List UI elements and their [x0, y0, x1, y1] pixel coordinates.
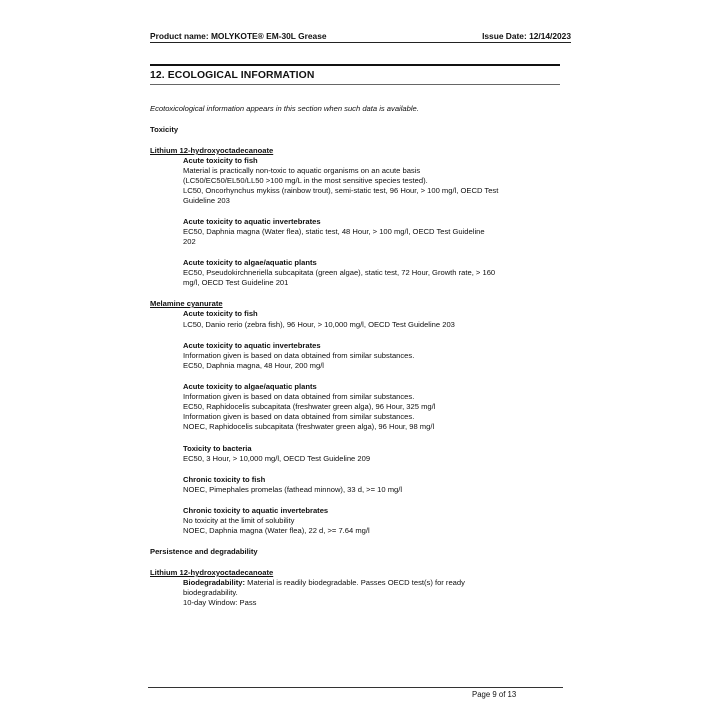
melamine-algae-line: Information given is based on data obtained from similar substances.	[183, 412, 415, 421]
melamine-invert-line: EC50, Daphnia magna, 48 Hour, 200 mg/l	[183, 361, 324, 370]
footer-rule	[148, 687, 563, 688]
melamine-fish-line: LC50, Danio rerio (zebra fish), 96 Hour, > 10,000 mg/l, OECD Test Guideline 203	[183, 320, 455, 329]
melamine-chronic-invert-line: NOEC, Daphnia magna (Water flea), 22 d, >= 7.64 mg/l	[183, 526, 370, 535]
page-header	[150, 31, 571, 41]
lithium-invert-heading: Acute toxicity to aquatic invertebrates	[183, 217, 321, 226]
toxicity-heading: Toxicity	[150, 125, 179, 134]
lithium-fish-line: (LC50/EC50/EL50/LL50 >100 mg/L in the most sensitive species tested).	[183, 176, 428, 185]
issue-date: Issue Date: 12/14/2023	[482, 31, 571, 41]
biodeg-text: Material is readily biodegradable. Passes OECD test(s) for ready	[245, 578, 465, 587]
lithium-invert-line: EC50, Daphnia magna (Water flea), static test, 48 Hour, > 100 mg/l, OECD Test Guideline	[183, 227, 485, 236]
lithium-algae-heading: Acute toxicity to algae/aquatic plants	[183, 258, 317, 267]
lithium-algae-line: mg/l, OECD Test Guideline 201	[183, 278, 289, 287]
melamine-algae-heading: Acute toxicity to algae/aquatic plants	[183, 382, 317, 391]
section-intro: Ecotoxicological information appears in this section when such data is available.	[150, 104, 419, 113]
lithium-fish-heading: Acute toxicity to fish	[183, 156, 258, 165]
biodeg-line: 10-day Window: Pass	[183, 598, 257, 607]
substance-lithium: Lithium 12-hydroxyoctadecanoate	[150, 146, 274, 155]
lithium-fish-line: LC50, Oncorhynchus mykiss (rainbow trout), semi-static test, 96 Hour, > 100 mg/l, OECD Test	[183, 186, 499, 195]
melamine-chronic-fish-heading: Chronic toxicity to fish	[183, 475, 266, 484]
product-name: Product name: MOLYKOTE® EM-30L Grease	[150, 31, 327, 41]
melamine-chronic-fish-line: NOEC, Pimephales promelas (fathead minnow), 33 d, >= 10 mg/l	[183, 485, 403, 494]
melamine-bacteria-heading: Toxicity to bacteria	[183, 444, 252, 453]
lithium-fish-line: Guideline 203	[183, 196, 230, 205]
section-title: 12. ECOLOGICAL INFORMATION	[150, 70, 315, 81]
melamine-chronic-invert-line: No toxicity at the limit of solubility	[183, 516, 295, 525]
substance-lithium-persist: Lithium 12-hydroxyoctadecanoate	[150, 568, 274, 577]
melamine-invert-heading: Acute toxicity to aquatic invertebrates	[183, 341, 321, 350]
biodeg-label: Biodegradability:	[183, 578, 246, 587]
section-top-rule	[150, 64, 560, 66]
lithium-fish-line: Material is practically non-toxic to aquatic organisms on an acute basis	[183, 166, 421, 175]
section-bottom-rule	[150, 84, 560, 85]
substance-melamine: Melamine cyanurate	[150, 299, 223, 308]
biodeg-line	[183, 578, 465, 588]
header-rule	[150, 42, 571, 43]
page-number: Page 9 of 13	[472, 690, 517, 699]
melamine-fish-heading: Acute toxicity to fish	[183, 309, 258, 318]
melamine-algae-line: NOEC, Raphidocelis subcapitata (freshwater green alga), 96 Hour, 98 mg/l	[183, 422, 435, 431]
melamine-algae-line: EC50, Raphidocelis subcapitata (freshwater green alga), 96 Hour, 325 mg/l	[183, 402, 436, 411]
melamine-algae-line: Information given is based on data obtained from similar substances.	[183, 392, 415, 401]
biodeg-line: biodegradability.	[183, 588, 238, 597]
persistence-heading: Persistence and degradability	[150, 547, 258, 556]
melamine-bacteria-line: EC50, 3 Hour, > 10,000 mg/l, OECD Test Guideline 209	[183, 454, 371, 463]
lithium-invert-line: 202	[183, 237, 196, 246]
melamine-chronic-invert-heading: Chronic toxicity to aquatic invertebrates	[183, 506, 329, 515]
melamine-invert-line: Information given is based on data obtained from similar substances.	[183, 351, 415, 360]
lithium-algae-line: EC50, Pseudokirchneriella subcapitata (green algae), static test, 72 Hour, Growth rate, > 160	[183, 268, 496, 277]
